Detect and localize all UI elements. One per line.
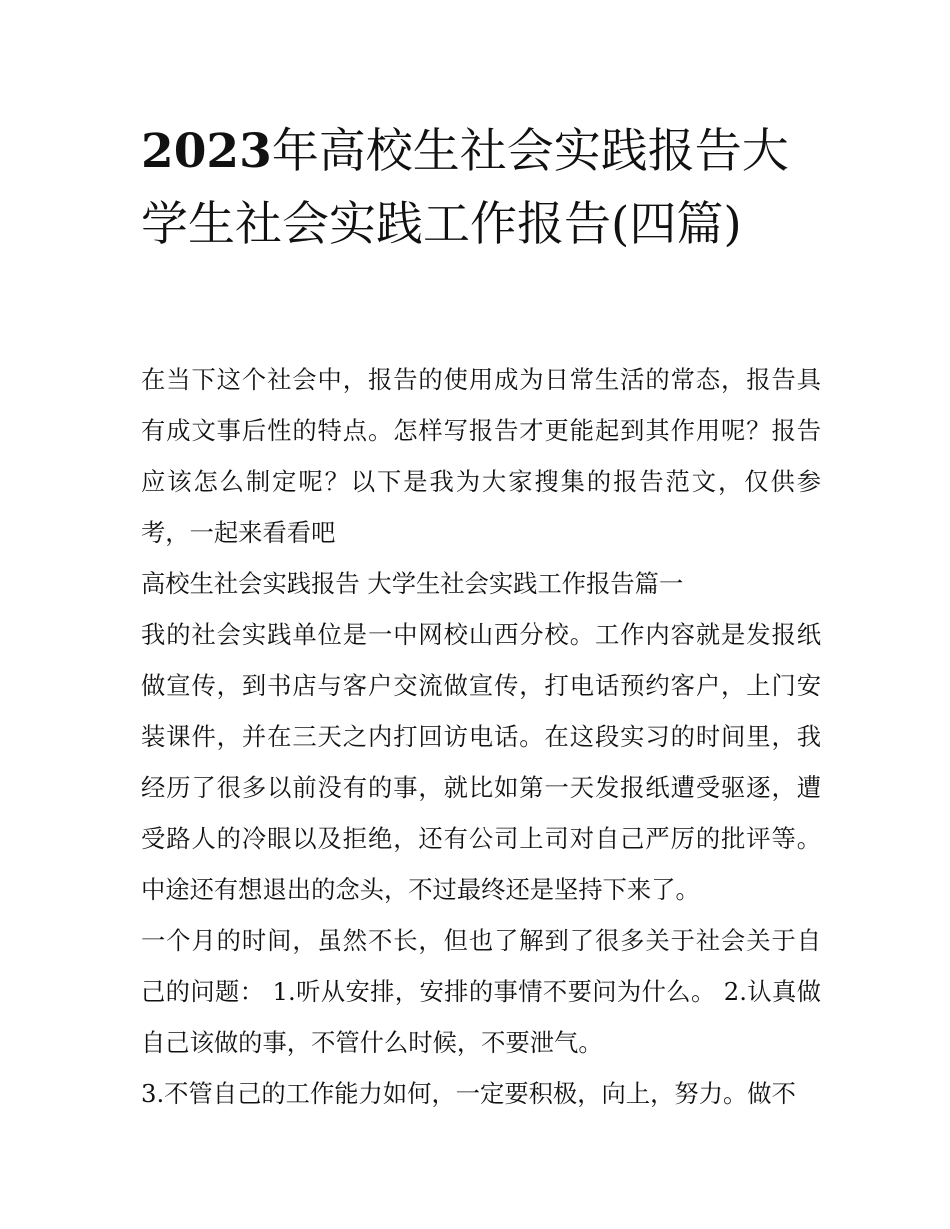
document-body bbox=[141, 354, 821, 1119]
title-text: 年高校生社会实践报告大学生社会实践工作报告(四篇) bbox=[141, 124, 789, 252]
document-title bbox=[141, 115, 821, 261]
body-paragraph: 3.不管自己的工作能力如何，一定要积极，向上，努力。做不 bbox=[141, 1079, 796, 1108]
section-heading: 高校生社会实践报告 大学生社会实践工作报告篇一 bbox=[141, 569, 684, 598]
intro-paragraph: 在当下这个社会中，报告的使用成为日常生活的常态，报告具有成文事后性的特点。怎样写报告才更能起到其作用呢？报告应该怎么制定呢？以下是我为大家搜集的报告范文，仅供参考，一起来看看吧 bbox=[141, 365, 821, 547]
body-paragraph: 一个月的时间，虽然不长，但也了解到了很多关于社会关于自己的问题： 1.听从安排，安排的事情不要问为什么。 2.认真做自己该做的事，不管什么时候，不要泄气。 bbox=[141, 926, 821, 1057]
body-paragraph: 我的社会实践单位是一中网校山西分校。工作内容就是发报纸做宣传，到书店与客户交流做宣传，打电话预约客户，上门安装课件，并在三天之内打回访电话。在这段实习的时间里，我经历了很多以前没有的事，就比如第一天发报纸遭受驱逐，遭受路人的冷眼以及拒绝，还有公司上司对自己严厉的批评等。中途还有想退出的念头，不过最终还是坚持下来了。 bbox=[141, 620, 821, 904]
title-year: 2023 bbox=[141, 124, 272, 179]
